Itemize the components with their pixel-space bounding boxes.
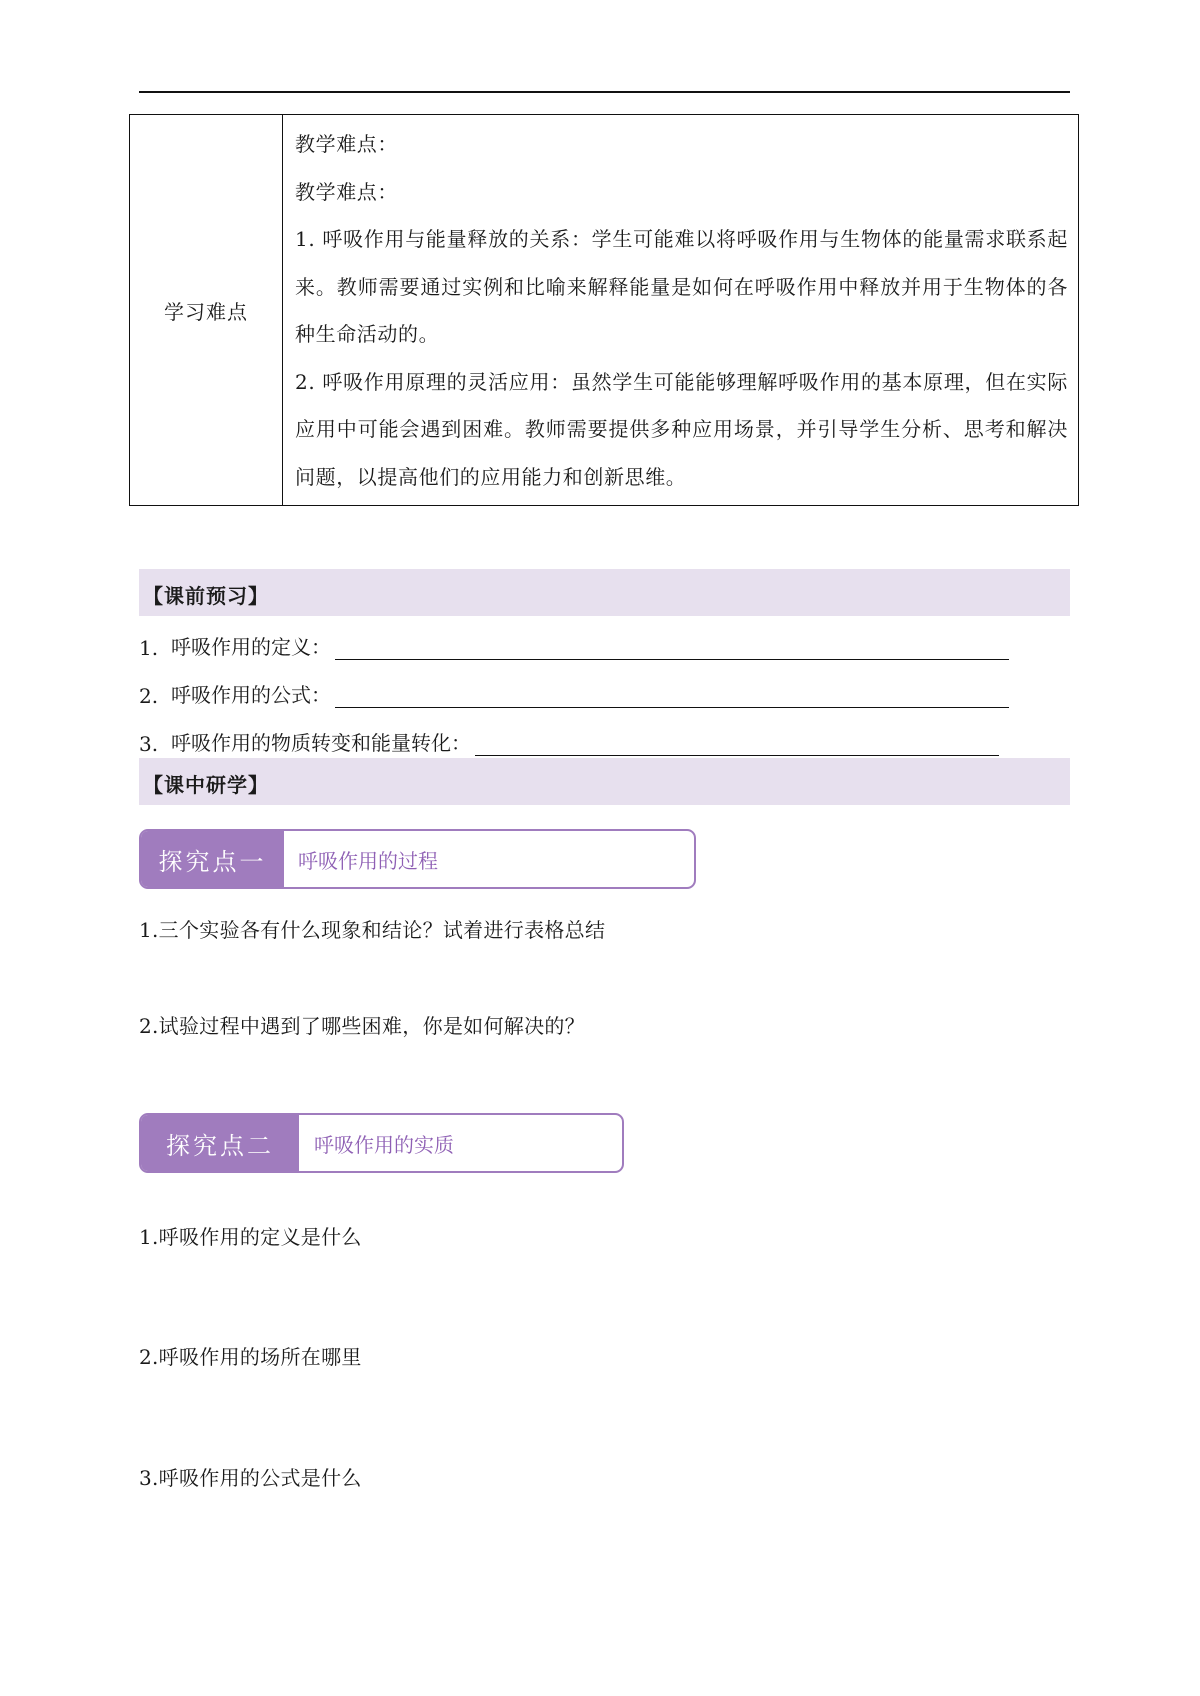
- preview-item: [139, 727, 999, 756]
- preview-heading: 【课前预习】: [143, 584, 269, 608]
- preview-item: [139, 631, 1009, 660]
- item-text: 呼吸作用的物质转变和能量转化：: [171, 731, 471, 755]
- explore-point-topic: 呼吸作用的过程: [298, 848, 438, 873]
- difficulty-line: 2. 呼吸作用原理的灵活应用：虽然学生可能能够理解呼吸作用的基本原理，但在实际应用中可能会遇到困难。教师需要提供多种应用场景，并引导学生分析、思考和解决问题，以提高他们的应用能力和创新思维。: [295, 369, 1068, 489]
- difficulty-line: 1. 呼吸作用与能量释放的关系：学生可能难以将呼吸作用与生物体的能量需求联系起来。教师需要通过实例和比喻来解释能量是如何在呼吸作用中释放并用于生物体的各种生命活动的。: [295, 227, 1068, 346]
- question: 3.呼吸作用的公式是什么: [139, 1466, 362, 1490]
- question: 1.呼吸作用的定义是什么: [139, 1225, 362, 1249]
- item-text: 呼吸作用的定义：: [171, 635, 331, 659]
- header-rule: [139, 91, 1070, 93]
- explore-point-2: [139, 1113, 624, 1173]
- question: 2.试验过程中遇到了哪些困难，你是如何解决的？: [139, 1014, 585, 1038]
- item-text: 呼吸作用的公式：: [171, 683, 331, 707]
- answer-blank[interactable]: [335, 637, 1009, 660]
- explore-point-1: [139, 829, 696, 889]
- question: 2.呼吸作用的场所在哪里: [139, 1345, 362, 1369]
- answer-blank[interactable]: [475, 733, 999, 756]
- item-number: 1.: [139, 636, 159, 660]
- item-number: 3.: [139, 732, 159, 756]
- difficulty-line: 教学难点：: [295, 132, 398, 156]
- preview-item: [139, 679, 1009, 708]
- explore-point-tab: 探究点一: [141, 831, 284, 887]
- study-heading: 【课中研学】: [143, 773, 269, 797]
- study-section-bar: [139, 758, 1070, 805]
- item-number: 2.: [139, 684, 159, 708]
- difficulty-line: 教学难点：: [295, 179, 398, 204]
- difficulty-label: 学习难点: [130, 115, 283, 506]
- question: 1.三个实验各有什么现象和结论？试着进行表格总结: [139, 918, 606, 942]
- difficulty-table: [129, 114, 1079, 506]
- difficulty-content: [283, 115, 1079, 506]
- preview-section-bar: [139, 569, 1070, 616]
- explore-point-topic: 呼吸作用的实质: [314, 1132, 454, 1157]
- explore-point-tab: 探究点二: [141, 1115, 299, 1171]
- answer-blank[interactable]: [335, 685, 1009, 708]
